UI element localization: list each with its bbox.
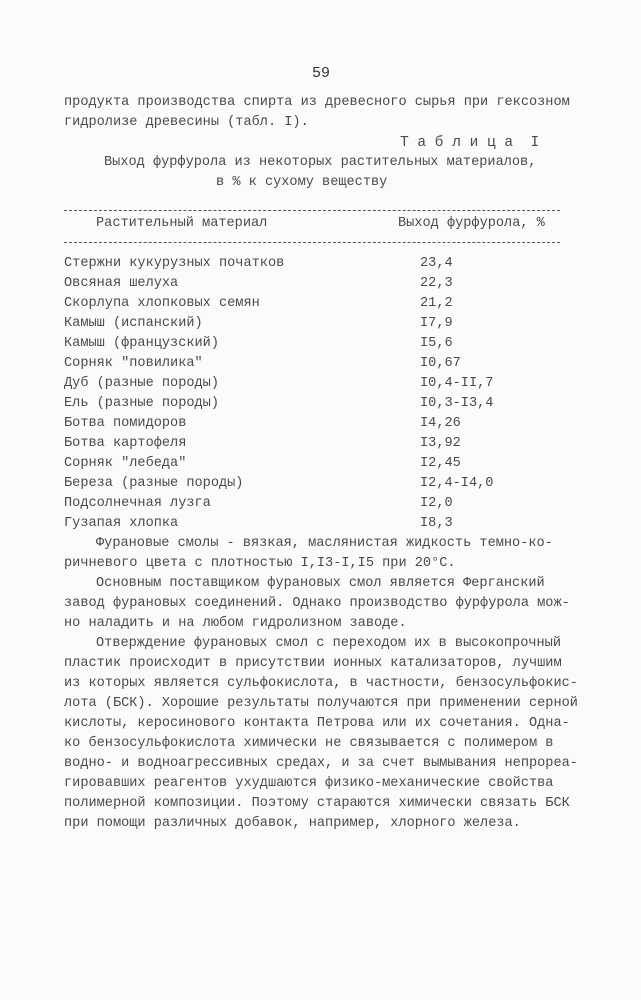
- yield-cell: I4,26: [420, 416, 461, 431]
- material-cell: Камыш (французский): [64, 336, 219, 351]
- table-row: [64, 354, 564, 374]
- table-rule-header: [64, 242, 560, 243]
- intro-line: гидролизе древесины (табл. I).: [64, 115, 309, 130]
- yield-cell: I8,3: [420, 516, 453, 531]
- body-line: кислоты, керосинового контакта Петрова или их сочетания. Одна-: [64, 716, 570, 731]
- table-row: [64, 414, 564, 434]
- yield-cell: I3,92: [420, 436, 461, 451]
- yield-cell: I2,0: [420, 496, 453, 511]
- material-cell: Береза (разные породы): [64, 476, 244, 491]
- table-row: [64, 334, 564, 354]
- column-header-material: Растительный материал: [96, 216, 268, 231]
- table-row: [64, 374, 564, 394]
- material-cell: Подсолнечная лузга: [64, 496, 211, 511]
- yield-cell: I5,6: [420, 336, 453, 351]
- body-line: ко бензосульфокислота химически не связывается с полимером в: [64, 736, 554, 751]
- material-cell: Камыш (испанский): [64, 316, 203, 331]
- material-cell: Гузапая хлопка: [64, 516, 179, 531]
- column-header-yield: Выход фурфурола, %: [398, 216, 545, 231]
- body-line: пластик происходит в присутствии ионных катализаторов, лучшим: [64, 656, 562, 671]
- material-cell: Ботва помидоров: [64, 416, 187, 431]
- table-row: [64, 434, 564, 454]
- yield-cell: I2,45: [420, 456, 461, 471]
- table-row: [64, 294, 564, 314]
- yield-cell: 23,4: [420, 256, 453, 271]
- table-row: [64, 494, 564, 514]
- material-cell: Стержни кукурузных початков: [64, 256, 285, 271]
- material-cell: Ботва картофеля: [64, 436, 187, 451]
- table-row: [64, 514, 564, 534]
- table-row: [64, 314, 564, 334]
- material-cell: Скорлупа хлопковых семян: [64, 296, 260, 311]
- table-row: [64, 254, 564, 274]
- material-cell: Дуб (разные породы): [64, 376, 219, 391]
- body-line: Фурановые смолы - вязкая, маслянистая жидкость темно-ко-: [96, 536, 553, 551]
- table-row: [64, 274, 564, 294]
- yield-cell: I0,3-I3,4: [420, 396, 494, 411]
- body-line: лота (БСК). Хорошие результаты получаются при применении серной: [64, 696, 578, 711]
- yield-cell: I0,4-II,7: [420, 376, 494, 391]
- body-line: полимерной композиции. Поэтому стараются химически связать БСК: [64, 796, 570, 811]
- intro-line: продукта производства спирта из древесного сырья при гексозном: [64, 95, 570, 110]
- table-title: Выход фурфурола из некоторых растительных материалов,: [104, 155, 537, 170]
- body-line: из которых является сульфокислота, в частности, бензосульфокис-: [64, 676, 578, 691]
- material-cell: Сорняк "лебеда": [64, 456, 187, 471]
- body-line: при помощи различных добавок, например, хлорного железа.: [64, 816, 521, 831]
- table-row: [64, 394, 564, 414]
- table-title: в % к сухому веществу: [216, 175, 388, 190]
- table-row: [64, 454, 564, 474]
- yield-cell: I7,9: [420, 316, 453, 331]
- yield-cell: 21,2: [420, 296, 453, 311]
- body-line: водно- и водноагрессивных средах, и за счет вымывания непрореа-: [64, 756, 578, 771]
- yield-cell: 22,3: [420, 276, 453, 291]
- table-label: Т а б л и ц а I: [400, 135, 540, 151]
- material-cell: Ель (разные породы): [64, 396, 219, 411]
- material-cell: Сорняк "повилика": [64, 356, 203, 371]
- body-line: ричневого цвета с плотностью I,I3-I,I5 при 20°С.: [64, 556, 456, 571]
- table-rule-top: [64, 210, 560, 211]
- yield-cell: I2,4-I4,0: [420, 476, 494, 491]
- body-line: Основным поставщиком фурановых смол является Ферганский: [96, 576, 545, 591]
- page-number: 59: [312, 65, 331, 82]
- body-line: Отверждение фурановых смол с переходом их в высокопрочный: [96, 636, 561, 651]
- yield-cell: I0,67: [420, 356, 461, 371]
- material-cell: Овсяная шелуха: [64, 276, 179, 291]
- body-line: завод фурановых соединений. Однако производство фурфурола мож-: [64, 596, 570, 611]
- body-line: гировавших реагентов ухудшаются физико-механические свойства: [64, 776, 554, 791]
- body-line: но наладить и на любом гидролизном заводе.: [64, 616, 407, 631]
- table-row: [64, 474, 564, 494]
